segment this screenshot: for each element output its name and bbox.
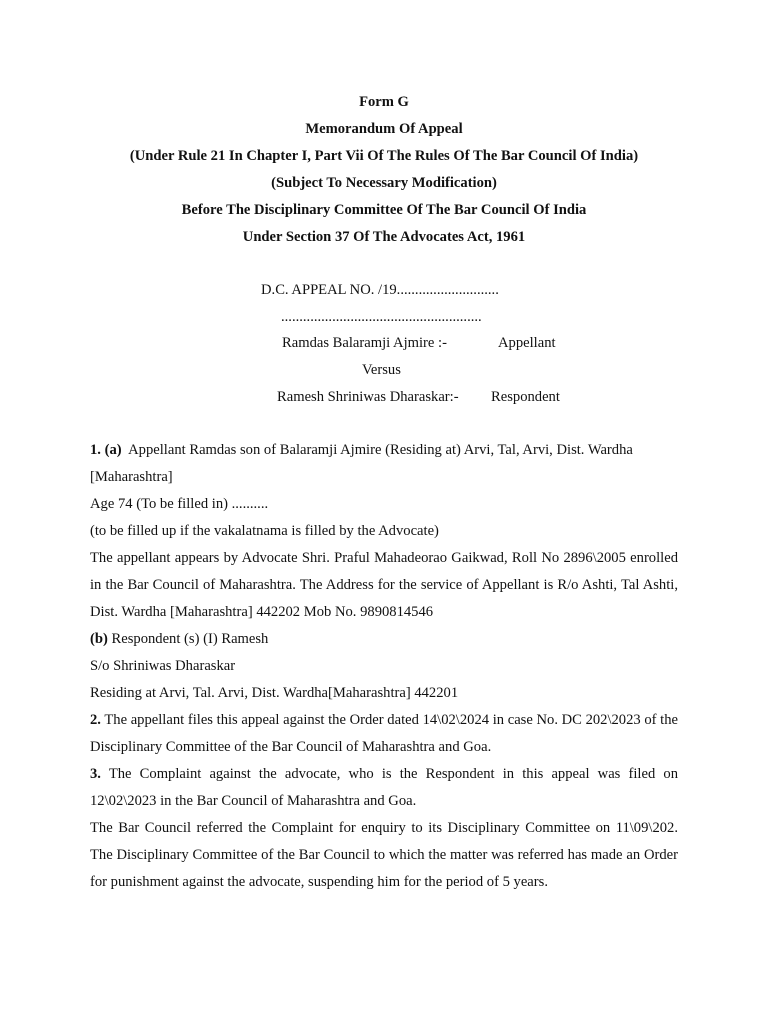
respondent-father: S/o Shriniwas Dharaskar [90, 658, 236, 674]
act-section-heading: Under Section 37 Of The Advocates Act, 1961 [242, 229, 526, 245]
paragraph-3 [90, 761, 678, 815]
versus-label: Versus [362, 362, 401, 378]
paragraph-number: 2. [90, 712, 101, 728]
vakalatnama-note: (to be filled up if the vakalatnama is filled by the Advocate) [90, 523, 439, 539]
respondent-details: Respondent (s) (I) Ramesh [111, 631, 269, 647]
memorandum-title: Memorandum Of Appeal [305, 121, 463, 137]
appellant-details: Appellant Ramdas son of Balaramji Ajmire (Residing at) Arvi, Tal, Arvi, Dist. Wardha [128, 442, 633, 458]
appellant-name: Ramdas Balaramji Ajmire :- [282, 335, 447, 351]
appellant-role: Appellant [498, 335, 556, 351]
respondent-role: Respondent [491, 389, 560, 405]
sub-paragraph-label: (a) [104, 442, 122, 458]
appeal-number: D.C. APPEAL NO. /19............................ [261, 282, 499, 298]
subject-note: (Subject To Necessary Modification) [271, 175, 497, 191]
appellant-state: [Maharashtra] [90, 469, 173, 485]
paragraph-2-text: The appellant files this appeal against the Order dated 14\02\2024 in case No. DC 202\2023 of the Disciplinary Committee of the Bar Council of Maharashtra and Goa. [90, 712, 679, 755]
document-header [0, 89, 768, 251]
committee-heading: Before The Disciplinary Committee Of The Bar Council Of India [181, 202, 587, 218]
sub-paragraph-label: (b) [90, 631, 108, 647]
paragraph-1a [90, 437, 678, 464]
paragraph-3-continued: The Bar Council referred the Complaint for enquiry to its Disciplinary Committee on 11\09\202. The Disciplinary Committee of the Bar Council to which the matter was referred has made an Order for punishment against the advocate, suspending him for the period of 5 years. [90, 820, 678, 890]
appeal-number-dots: ....................................................... [281, 309, 482, 325]
paragraph-1b [90, 626, 678, 653]
rule-reference: (Under Rule 21 In Chapter I, Part Vii Of The Rules Of The Bar Council Of India) [129, 148, 639, 164]
form-title: Form G [359, 94, 409, 110]
respondent-name: Ramesh Shriniwas Dharaskar:- [277, 389, 459, 405]
memorandum-body [90, 437, 678, 896]
paragraph-2 [90, 707, 678, 761]
paragraph-3-text: The Complaint against the advocate, who is the Respondent in this appeal was filed on 12\02\2023 in the Bar Council of Maharashtra and Goa. [90, 766, 678, 809]
appellant-age: Age 74 (To be filled in) .......... [90, 496, 269, 512]
respondent-address: Residing at Arvi, Tal. Arvi, Dist. Wardha[Maharashtra] 442201 [90, 685, 459, 701]
paragraph-number: 1. [90, 442, 101, 458]
advocate-details: The appellant appears by Advocate Shri. Praful Mahadeorao Gaikwad, Roll No 2896\2005 enrolled in the Bar Council of Maharashtra. The Address for the service of Appellant is R/o Ashti, Tal Ashti, Dist. Wardha [Maharashtra] 442202 Mob No. 9890814546 [90, 550, 678, 620]
paragraph-number: 3. [90, 766, 101, 782]
